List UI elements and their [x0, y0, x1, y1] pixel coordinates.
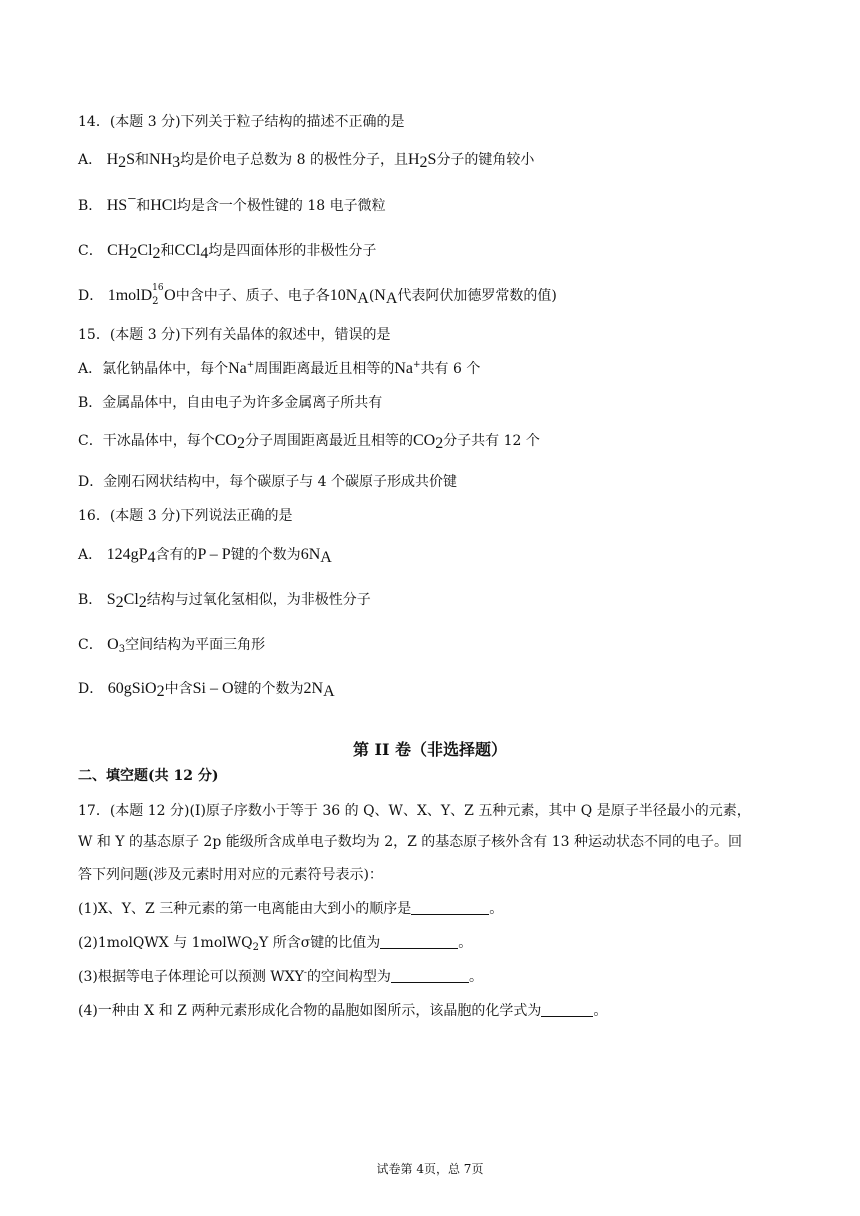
q15-option-d: D．金刚石网状结构中，每个碳原子与 4 个碳原子形成共价键 — [78, 474, 458, 490]
option-label: D． — [78, 474, 104, 490]
answer-blank[interactable] — [411, 900, 489, 915]
option-label: C． — [78, 243, 103, 259]
option-label: C． — [78, 637, 103, 653]
option-label: C． — [78, 433, 103, 449]
option-label: A． — [78, 547, 103, 563]
answer-blank[interactable] — [391, 968, 469, 983]
q14-option-a: A． $H_2S$和$NH_3$均是价电子总数为 8 的极性分子，且$H_2S$分子的键角较小 — [78, 151, 535, 171]
q16-option-c: C． $O_3$空间结构为平面三角形 — [78, 636, 266, 655]
q15-option-a: A．氯化钠晶体中，每个Na+周围距离最近且相等的Na+共有 6 个 — [78, 360, 481, 377]
q14-option-c: C． $CH_2Cl_2$和CCl$_4$均是四面体形的非极性分子 — [78, 242, 377, 262]
q15-stem: 15．(本题 3 分)下列有关晶体的叙述中，错误的是 — [78, 327, 391, 343]
q16-option-a: A． $124gP_4$含有的P – P键的个数为$6N_A$ — [78, 546, 332, 566]
option-label: B． — [78, 395, 103, 411]
q14-option-d: D． 1molD 16 2 O中含中子、质子、电子各$10N_A(N_A$代表阿伏加德罗常数的值) — [78, 283, 557, 307]
answer-blank[interactable] — [380, 934, 458, 949]
q17-part-3: (3)根据等电子体理论可以预测 WXY-的空间构型为 。 — [78, 968, 483, 985]
section-title: 第 II 卷（非选择题） — [352, 740, 508, 759]
q14-option-b: B． HS−和HCl均是含一个极性键的 18 电子微粒 — [78, 191, 386, 214]
q17-line-1: 17．(本题 12 分)(I)原子序数小于等于 36 的 Q、W、X、Y、Z 五种元素，其中 Q 是原子半径最小的元素， — [78, 803, 751, 819]
page-footer: 试卷第 4页，总 7页 — [376, 1162, 484, 1176]
q14-stem: 14．(本题 3 分)下列关于粒子结构的描述不正确的是 — [78, 114, 405, 130]
option-label: B． — [78, 198, 103, 214]
q16-stem: 16．(本题 3 分)下列说法正确的是 — [78, 508, 293, 524]
option-label: B． — [78, 592, 103, 608]
option-label: A． — [78, 152, 103, 168]
q15-option-b: B．金属晶体中，自由电子为许多金属离子所共有 — [78, 395, 383, 411]
q15-option-c: C．干冰晶体中，每个$CO_2$分子周围距离最近且相等的$CO_2$分子共有 12 个 — [78, 432, 540, 452]
q17-part-4: (4)一种由 X 和 Z 两种元素形成化合物的晶胞如图所示，该晶胞的化学式为 。 — [78, 1003, 608, 1019]
q17-part-1: (1)X、Y、Z 三种元素的第一电离能由大到小的顺序是 。 — [78, 901, 504, 917]
q17-line-3: 答下列问题(涉及元素时用对应的元素符号表示)： — [78, 867, 383, 883]
part-title: 二、填空题(共 12 分) — [78, 768, 219, 784]
option-label: A． — [78, 361, 103, 377]
q16-option-d: D． 60gSiO$_2$中含Si – O键的个数为$2N_A$ — [78, 680, 335, 700]
q17-part-2: (2)1molQWX 与 1molWQ$_2$Y 所含σ键的比值为 。 — [78, 935, 473, 953]
q17-line-2: W 和 Y 的基态原子 2p 能级所含成单电子数均为 2，Z 的基态原子核外含有 13 种运动状态不同的电子。回 — [78, 834, 742, 850]
option-label: D． — [78, 288, 104, 304]
answer-blank[interactable] — [541, 1002, 593, 1017]
option-label: D． — [78, 681, 104, 697]
q16-option-b: B． $S_2Cl_2$结构与过氧化氢相似，为非极性分子 — [78, 591, 371, 611]
